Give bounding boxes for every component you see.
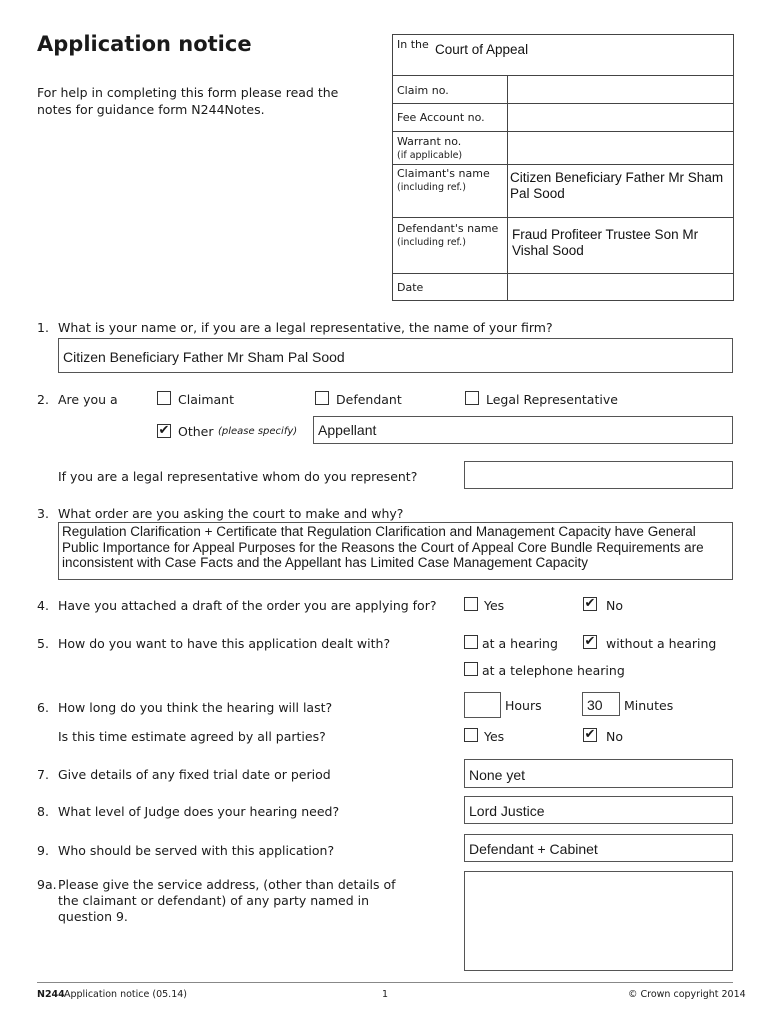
agreed-text: Is this time estimate agreed by all parties?: [58, 729, 326, 744]
legal-representative-checkbox[interactable]: [465, 391, 479, 405]
at-hearing-label: at a hearing: [482, 636, 558, 651]
q2-number: 2.: [37, 392, 49, 407]
q3-answer: Regulation Clarification + Certificate that Regulation Clarification and Management Capacity have General Public Importance for Appeal Purposes for the Reasons the Court of Appeal Core Bundle Requirements are inconsistent with Case Facts and the Appellant has Limited Case Management Capacity: [62, 524, 704, 570]
claimant-name-field[interactable]: Citizen Beneficiary Father Mr Sham Pal Sood: [510, 170, 724, 201]
q9a-text: Please give the service address, (other than details of the claimant or defendant) of any party named in question 9.: [58, 877, 396, 924]
q4-no-label: No: [606, 598, 623, 613]
claimant-option-label: Claimant: [178, 392, 234, 407]
minutes-value: 30: [587, 697, 603, 713]
judge-level-input[interactable]: [464, 796, 733, 824]
q1-text: What is your name or, if you are a legal representative, the name of your firm?: [58, 320, 553, 335]
court-name-field[interactable]: Court of Appeal: [435, 42, 529, 57]
q4-no-checkbox[interactable]: ✔: [584, 596, 596, 611]
without-hearing-checkbox[interactable]: ✔: [584, 634, 596, 649]
page-number: 1: [382, 989, 389, 1000]
q9-text: Who should be served with this application?: [58, 843, 335, 858]
q8-answer: Lord Justice: [469, 803, 545, 819]
page-title: Application notice: [37, 32, 252, 56]
warrant-field[interactable]: [512, 140, 730, 156]
q3-text: What order are you asking the court to make and why?: [58, 506, 404, 521]
trial-date-input[interactable]: [464, 759, 733, 788]
defendant-name-field[interactable]: Fraud Profiteer Trustee Son Mr Vishal Sood: [512, 227, 699, 258]
date-label: Date: [397, 281, 424, 294]
other-value: Appellant: [318, 422, 377, 438]
q5-text: How do you want to have this application dealt with?: [58, 636, 391, 651]
form-name: Application notice (05.14): [64, 989, 187, 1000]
minutes-input[interactable]: [582, 692, 620, 716]
q4-yes-checkbox[interactable]: [464, 597, 478, 611]
form-code: N244: [37, 989, 65, 1000]
q8-text: What level of Judge does your hearing need?: [58, 804, 340, 819]
q4-yes-label: Yes: [484, 598, 505, 613]
help-text: For help in completing this form please read the notes for guidance form N244Notes.: [37, 85, 339, 117]
claim-no-label: Claim no.: [397, 84, 449, 97]
q9-number: 9.: [37, 843, 49, 858]
q4-number: 4.: [37, 598, 49, 613]
q6-number: 6.: [37, 700, 49, 715]
agreed-yes-checkbox[interactable]: [464, 728, 478, 742]
q8-number: 8.: [37, 804, 49, 819]
telephone-hearing-checkbox[interactable]: [464, 662, 478, 676]
copyright: © Crown copyright 2014: [628, 989, 746, 1000]
defendant-option-label: Defendant: [336, 392, 402, 407]
telephone-hearing-label: at a telephone hearing: [482, 663, 625, 678]
served-parties-input[interactable]: [464, 834, 733, 862]
without-hearing-label: without a hearing: [606, 636, 717, 651]
q9-answer: Defendant + Cabinet: [469, 841, 598, 857]
fee-account-field[interactable]: [512, 110, 730, 126]
defendant-sub-label: (including ref.): [397, 237, 466, 248]
at-hearing-checkbox[interactable]: [464, 635, 478, 649]
hours-input[interactable]: [464, 692, 501, 718]
other-checkbox[interactable]: ✔: [158, 423, 170, 438]
agreed-no-label: No: [606, 729, 623, 744]
other-note: (please specify): [218, 426, 298, 437]
claim-no-field[interactable]: [512, 82, 730, 98]
warrant-sub-label: (if applicable): [397, 150, 463, 161]
claimant-sub-label: (including ref.): [397, 182, 466, 193]
q1-answer: Citizen Beneficiary Father Mr Sham Pal Sood: [63, 349, 345, 365]
claimant-label: Claimant's name: [397, 167, 490, 180]
q1-number: 1.: [37, 320, 49, 335]
q3-order-textarea[interactable]: [58, 522, 733, 580]
represent-input[interactable]: [464, 461, 733, 489]
q9a-number: 9a.: [37, 877, 57, 892]
q6-text: How long do you think the hearing will last?: [58, 700, 333, 715]
q2-text: Are you a: [58, 392, 118, 407]
other-option-label: Other: [178, 424, 214, 439]
agreed-yes-label: Yes: [484, 729, 505, 744]
defendant-label: Defendant's name: [397, 222, 499, 235]
hours-label: Hours: [505, 698, 542, 713]
q7-text: Give details of any fixed trial date or period: [58, 767, 331, 782]
agreed-no-checkbox[interactable]: ✔: [584, 727, 596, 742]
q5-number: 5.: [37, 636, 49, 651]
in-the-label: In the: [397, 38, 429, 51]
q1-name-input[interactable]: [58, 338, 733, 373]
other-specify-input[interactable]: [313, 416, 733, 444]
date-field[interactable]: [512, 279, 730, 295]
service-address-textarea[interactable]: [464, 871, 733, 971]
minutes-label: Minutes: [624, 698, 674, 713]
q7-number: 7.: [37, 767, 49, 782]
q3-number: 3.: [37, 506, 49, 521]
claimant-checkbox[interactable]: [157, 391, 171, 405]
legal-representative-option-label: Legal Representative: [486, 392, 618, 407]
represent-text: If you are a legal representative whom do you represent?: [58, 469, 418, 484]
q4-text: Have you attached a draft of the order you are applying for?: [58, 598, 437, 613]
defendant-checkbox[interactable]: [315, 391, 329, 405]
fee-account-label: Fee Account no.: [397, 111, 485, 124]
warrant-label: Warrant no.: [397, 135, 462, 148]
q7-answer: None yet: [469, 767, 526, 783]
